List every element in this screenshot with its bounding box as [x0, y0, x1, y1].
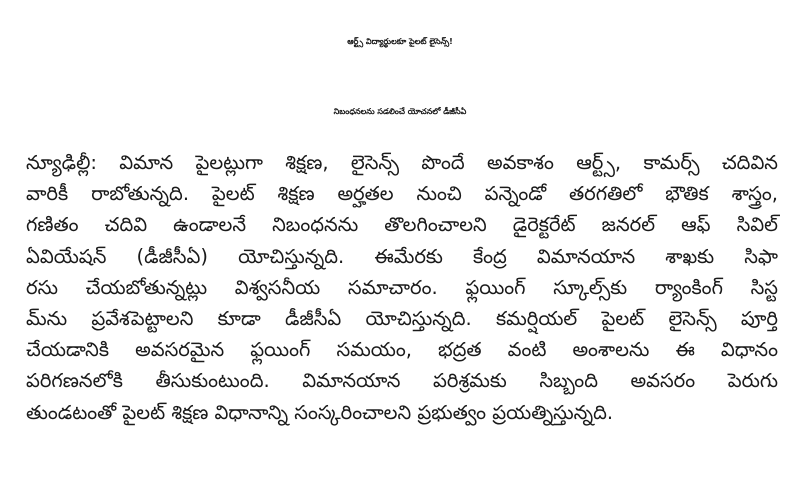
body-line: ఏవియేషన్ (డీజీసీఏ) యోచిస్తున్నది. ఈమేరకు కేంద్ర విమానయాన శాఖకు సిఫా	[26, 244, 778, 268]
body-line: వారికీ రాబోతున్నది. పైలట్ శిక్షణ అర్హతల నుంచి పన్నెండో తరగతిలో భౌతిక శాస్త్రం,	[26, 182, 778, 206]
body-line: చేయడానికి అవసరమైన ఫ్లయింగ్ సమయం, భద్రత వంటి అంశాలను ఈ విధానం	[26, 338, 778, 362]
body-line: గణితం చదివి ఉండాలనే నిబంధనను తొలగించాలని డైరెక్టరేట్ జనరల్ ఆఫ్ సివిల్	[26, 213, 778, 237]
article-body	[26, 147, 778, 428]
body-line: పరిగణనలోకి తీసుకుంటుంది. విమానయాన పరిశ్రమకు సిబ్బంది అవసరం పెరుగు	[26, 369, 778, 393]
headline: ఆర్ట్స్ విద్యార్థులకూ పైలట్ లైసెన్స్!	[347, 37, 453, 46]
body-line: న్యూఢిల్లీ: విమాన పైలట్లుగా శిక్షణ, లైసెన్స్ పొందే అవకాశం ఆర్ట్స్, కామర్స్ చదివిన	[26, 151, 778, 174]
body-line: తుండటంతో పైలట్ శిక్షణ విధానాన్ని సంస్కరించాలని ప్రభుత్వం ప్రయత్నిస్తున్నది.	[26, 400, 614, 424]
body-line: రసు చేయబోతున్నట్లు విశ్వసనీయ సమాచారం. ఫ్లయింగ్ స్కూల్స్‌కు ర్యాంకింగ్ సిస్ట	[26, 275, 778, 299]
subheadline: నిబంధనలను సడలించే యోచనలో డీజీసీఏ	[333, 107, 467, 116]
body-line: మ్‌ను ప్రవేశపెట్టాలని కూడా డీజీసీఏ యోచిస్తున్నది. కమర్షియల్ పైలట్ లైసెన్స్ పూర్తి	[26, 307, 778, 331]
